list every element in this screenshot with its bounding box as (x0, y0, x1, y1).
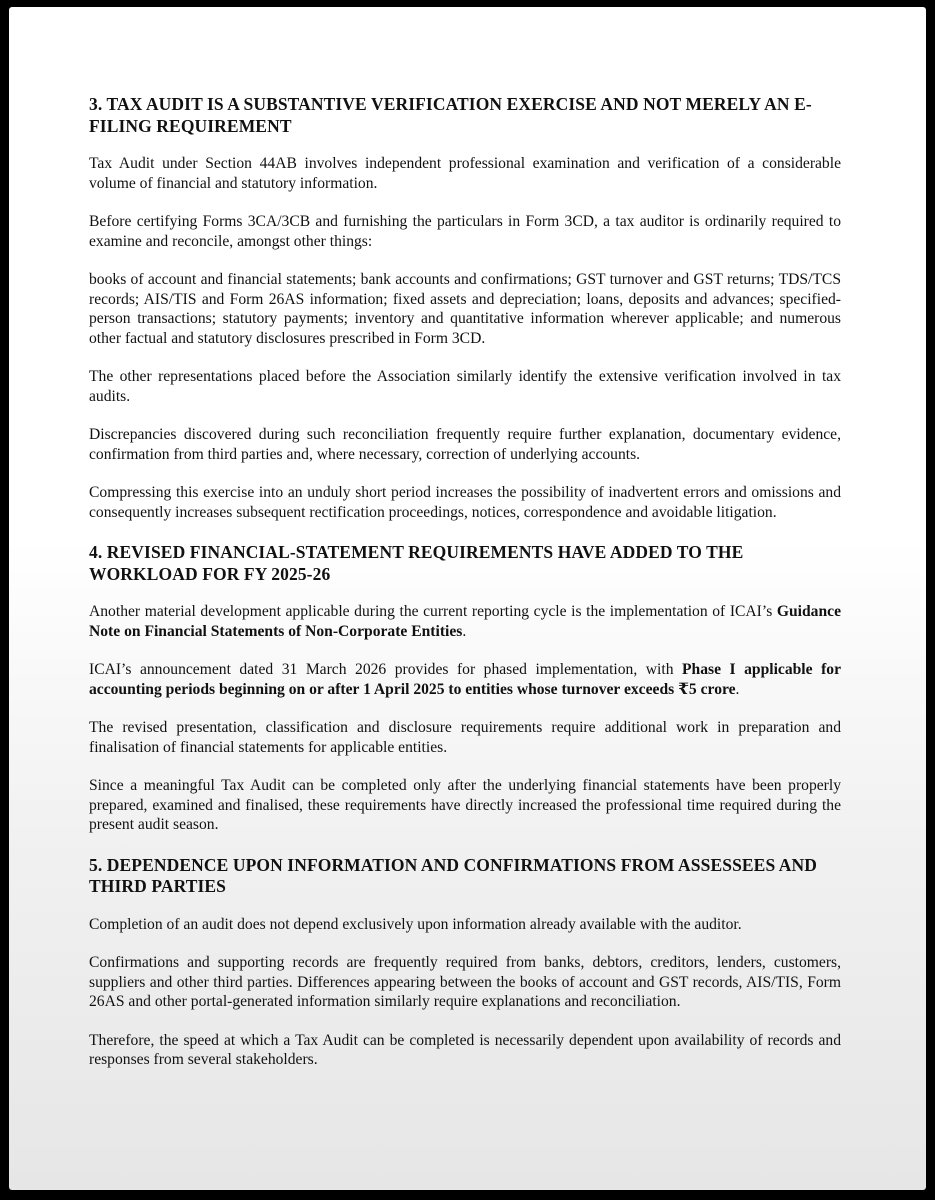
section-5-paragraph: Therefore, the speed at which a Tax Audit can be completed is necessarily dependent upon availability of records and responses from several stakeholders. (89, 1031, 841, 1068)
section-4-paragraph: Since a meaningful Tax Audit can be completed only after the underlying financial statements have been properly prepared, examined and finalised, these requirements have directly increased the professional time required during the present audit season. (89, 777, 841, 833)
section-4-paragraph: The revised presentation, classification and disclosure requirements require additional work in preparation and finalisation of financial statements for applicable entities. (89, 719, 841, 756)
phase-one-emphasis: Phase I applicable for accounting periods beginning on or after 1 April 2025 to entities whose turnover exceeds ₹5 crore (89, 661, 841, 698)
guidance-note-title: Guidance Note on Financial Statements of Non-Corporate Entities (89, 603, 841, 640)
document-viewer (9, 7, 926, 1190)
paragraph-text: ICAI’s announcement dated 31 March 2026 provides for phased implementation, with (89, 661, 683, 678)
section-3-paragraph: The other representations placed before the Association similarly identify the extensive verification involved in tax audits. (89, 368, 841, 405)
section-5-paragraph: Completion of an audit does not depend exclusively upon information already available with the auditor. (89, 915, 742, 933)
section-5-heading: 5. DEPENDENCE UPON INFORMATION AND CONFIRMATIONS FROM ASSESSEES AND THIRD PARTIES (89, 854, 818, 896)
paragraph-text: . (462, 622, 467, 640)
section-3-heading: 3. TAX AUDIT IS A SUBSTANTIVE VERIFICATION EXERCISE AND NOT MERELY AN E-FILING REQUIREMENT (89, 94, 812, 136)
section-3-paragraph: Before certifying Forms 3CA/3CB and furnishing the particulars in Form 3CD, a tax auditor is ordinarily required to examine and reconcile, amongst other things: (89, 213, 841, 250)
section-4-paragraph (89, 660, 841, 699)
section-3-paragraph: Tax Audit under Section 44AB involves independent professional examination and verification of a considerable volume of financial and statutory information. (89, 155, 841, 192)
section-3-paragraph: Discrepancies discovered during such reconciliation frequently require further explanation, documentary evidence, confirmation from third parties and, where necessary, correction of underlying accounts. (89, 426, 841, 463)
section-3-paragraph: books of account and financial statements; bank accounts and confirmations; GST turnover and GST returns; TDS/TCS records; AIS/TIS and Form 26AS information; fixed assets and depreciation; loans, deposits and advances; specified-person transactions; statutory payments; inventory and quantitative information wherever applicable; and numerous other factual and statutory disclosures prescribed in Form 3CD. (89, 271, 841, 347)
document-page (89, 94, 841, 1070)
paragraph-text: Another material development applicable during the current reporting cycle is the implementation of ICAI’s (89, 603, 777, 620)
paragraph-text: . (735, 680, 740, 698)
section-4-paragraph (89, 602, 841, 641)
section-3-paragraph: Compressing this exercise into an unduly short period increases the possibility of inadvertent errors and omissions and consequently increases subsequent rectification proceedings, notices, correspondence and avoidable litigation. (89, 484, 841, 521)
section-5-paragraph: Confirmations and supporting records are frequently required from banks, debtors, creditors, lenders, customers, suppliers and other third parties. Differences appearing between the books of account and GST records, AIS/TIS, Form 26AS and other portal-generated information similarly require explanations and reconciliation. (89, 954, 841, 1010)
section-4-heading: 4. REVISED FINANCIAL-STATEMENT REQUIREMENTS HAVE ADDED TO THE WORKLOAD FOR FY 2025-26 (89, 542, 744, 584)
